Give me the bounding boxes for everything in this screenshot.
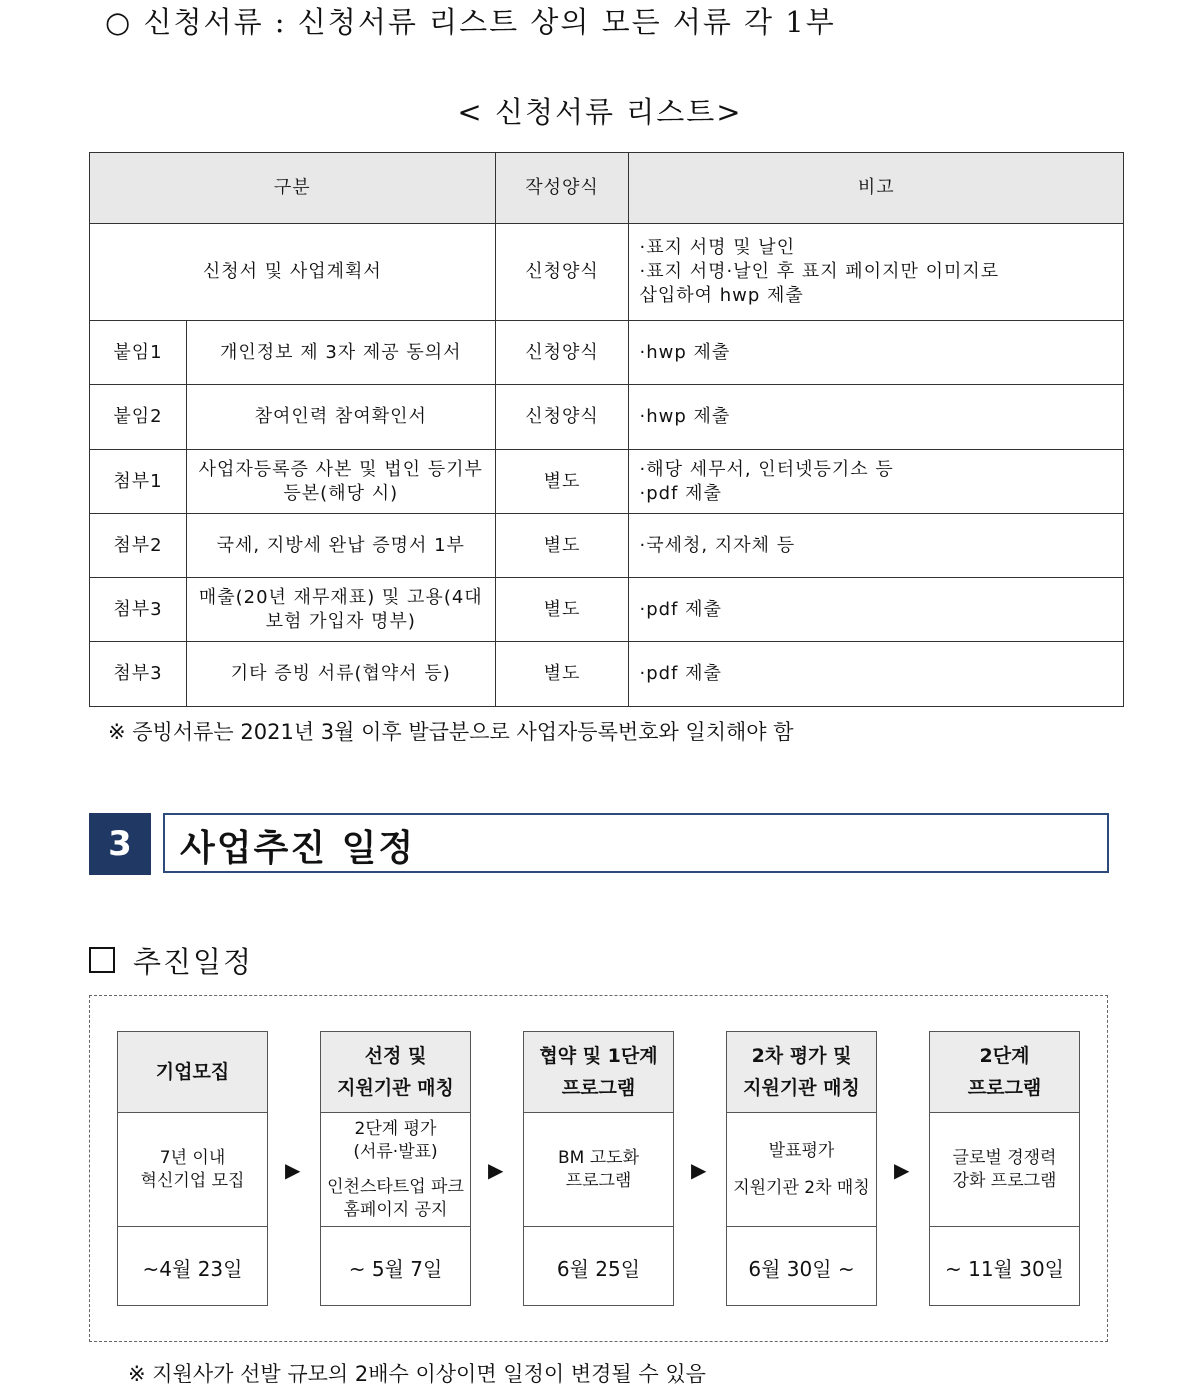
step-body — [118, 1113, 267, 1227]
step-date: 6월 25일 — [556, 1256, 641, 1281]
step-body-line: 혁신기업 모집 — [140, 1170, 245, 1191]
arrow-right-icon: ▶ — [894, 1158, 910, 1182]
note-line: ·표지 서명 및 날인 — [639, 237, 796, 258]
note-line: ·pdf 제출 — [639, 663, 722, 684]
step-head-line: 지원기관 매칭 — [743, 1077, 860, 1099]
note-line: ·해당 세무서, 인터넷등기소 등 — [639, 458, 894, 480]
step-head-line: 프로그램 — [561, 1077, 636, 1099]
doc-notes — [629, 321, 1124, 385]
doc-name: 개인정보 제 3자 제공 동의서 — [186, 321, 495, 385]
step-body — [727, 1113, 876, 1227]
doc-category: 첨부3 — [90, 642, 187, 707]
doc-form: 별도 — [495, 450, 629, 514]
step-head-line: 협약 및 1단계 — [539, 1045, 658, 1067]
arrow-right-icon: ▶ — [488, 1158, 504, 1182]
table-row — [90, 514, 1124, 578]
step-head — [321, 1032, 470, 1113]
doc-name: 매출(20년 재무재표) 및 고용(4대 보험 가입자 명부) — [186, 578, 495, 642]
table-row — [90, 578, 1124, 642]
table-row — [90, 224, 1124, 321]
note-line: ·표지 서명·날인 후 표지 페이지만 이미지로 — [639, 261, 1000, 282]
step-date: 6월 30일 ~ — [748, 1256, 855, 1281]
doc-notes — [629, 578, 1124, 642]
doc-category: 첨부1 — [90, 450, 187, 514]
doc-notes — [629, 224, 1124, 321]
step-body — [321, 1113, 470, 1227]
step-body-line: 홈페이지 공지 — [343, 1199, 448, 1220]
doc-form: 별도 — [495, 514, 629, 578]
note-line: ·pdf 제출 — [639, 598, 722, 620]
note-line: 삽입하여 hwp 제출 — [639, 285, 804, 306]
step-body-line: 발표평가 — [768, 1140, 835, 1161]
doc-name: 신청서 및 사업계획서 — [90, 224, 496, 321]
note-line: ·pdf 제출 — [639, 482, 722, 504]
document-list-table — [89, 152, 1124, 707]
doc-category: 붙임1 — [90, 321, 187, 385]
step-head-line: 2차 평가 및 — [751, 1045, 852, 1067]
step-head — [930, 1032, 1079, 1113]
step-head-line: 선정 및 — [364, 1045, 427, 1067]
header-form: 작성양식 — [495, 153, 629, 224]
schedule-step — [929, 1031, 1080, 1306]
step-body-line: (서류·발표) — [353, 1141, 438, 1162]
doc-form: 신청양식 — [495, 385, 629, 450]
arrow-right-icon: ▶ — [285, 1158, 301, 1182]
doc-form: 별도 — [495, 578, 629, 642]
doc-category: 첨부2 — [90, 514, 187, 578]
table-row — [90, 642, 1124, 707]
doc-form: 신청양식 — [495, 224, 629, 321]
step-head — [727, 1032, 876, 1113]
note-line: ·hwp 제출 — [639, 406, 731, 427]
step-head — [524, 1032, 673, 1113]
doc-form: 신청양식 — [495, 321, 629, 385]
header-category: 구분 — [90, 153, 496, 224]
arrow-right-icon: ▶ — [691, 1158, 707, 1182]
doc-form: 별도 — [495, 642, 629, 707]
step-body-line: 인천스타트업 파크 — [327, 1176, 464, 1197]
section-title: 사업추진 일정 — [180, 828, 416, 869]
step-head-line: 기업모집 — [155, 1061, 230, 1083]
step-body — [930, 1113, 1079, 1227]
intro-text: ○ 신청서류 : 신청서류 리스트 상의 모든 서류 각 1부 — [105, 5, 836, 39]
doc-name: 기타 증빙 서류(협약서 등) — [186, 642, 495, 707]
step-head-line: 지원기관 매칭 — [337, 1077, 454, 1099]
step-body-line: 프로그램 — [565, 1170, 632, 1191]
schedule-step — [117, 1031, 268, 1306]
doc-name: 사업자등록증 사본 및 법인 등기부등본(해당 시) — [186, 450, 495, 514]
doc-name: 참여인력 참여확인서 — [186, 385, 495, 450]
step-body-line: BM 고도화 — [558, 1147, 639, 1168]
schedule-remark: ※ 지원사가 선발 규모의 2배수 이상이면 일정이 변경될 수 있음 — [128, 1362, 706, 1386]
step-date: ~4월 23일 — [142, 1256, 243, 1281]
table-row — [90, 385, 1124, 450]
doc-notes — [629, 514, 1124, 578]
header-notes: 비고 — [629, 153, 1124, 224]
doc-notes — [629, 642, 1124, 707]
step-head-line: 프로그램 — [967, 1077, 1042, 1099]
doc-notes — [629, 450, 1124, 514]
doc-name: 국세, 지방세 완납 증명서 1부 — [186, 514, 495, 578]
step-date: ~ 11월 30일 — [944, 1256, 1064, 1281]
note-line: ·국세청, 지자체 등 — [639, 534, 796, 556]
step-body-line: 7년 이내 — [159, 1147, 226, 1168]
step-body — [524, 1113, 673, 1227]
doc-category: 첨부3 — [90, 578, 187, 642]
table-header-row — [90, 153, 1124, 224]
section-number: 3 — [89, 813, 151, 875]
checkbox-square-icon — [89, 947, 115, 973]
step-body-line: 지원기관 2차 매칭 — [733, 1177, 870, 1198]
step-body-line: 강화 프로그램 — [952, 1170, 1057, 1191]
note-line: ·hwp 제출 — [639, 341, 731, 363]
step-body-line: 글로벌 경쟁력 — [952, 1147, 1057, 1168]
document-list-title: < 신청서류 리스트> — [457, 95, 743, 129]
subsection-title: 추진일정 — [133, 945, 254, 979]
documents-remark: ※ 증빙서류는 2021년 3월 이후 발급분으로 사업자등록번호와 일치해야 함 — [108, 720, 794, 744]
schedule-step — [320, 1031, 471, 1306]
schedule-step — [523, 1031, 674, 1306]
table-row — [90, 450, 1124, 514]
table-row — [90, 321, 1124, 385]
doc-notes — [629, 385, 1124, 450]
step-head — [118, 1032, 267, 1113]
doc-category: 붙임2 — [90, 385, 187, 450]
step-body-line: 2단계 평가 — [354, 1118, 437, 1139]
step-head-line: 2단계 — [979, 1045, 1030, 1067]
schedule-step — [726, 1031, 877, 1306]
step-date: ~ 5월 7일 — [348, 1256, 443, 1281]
